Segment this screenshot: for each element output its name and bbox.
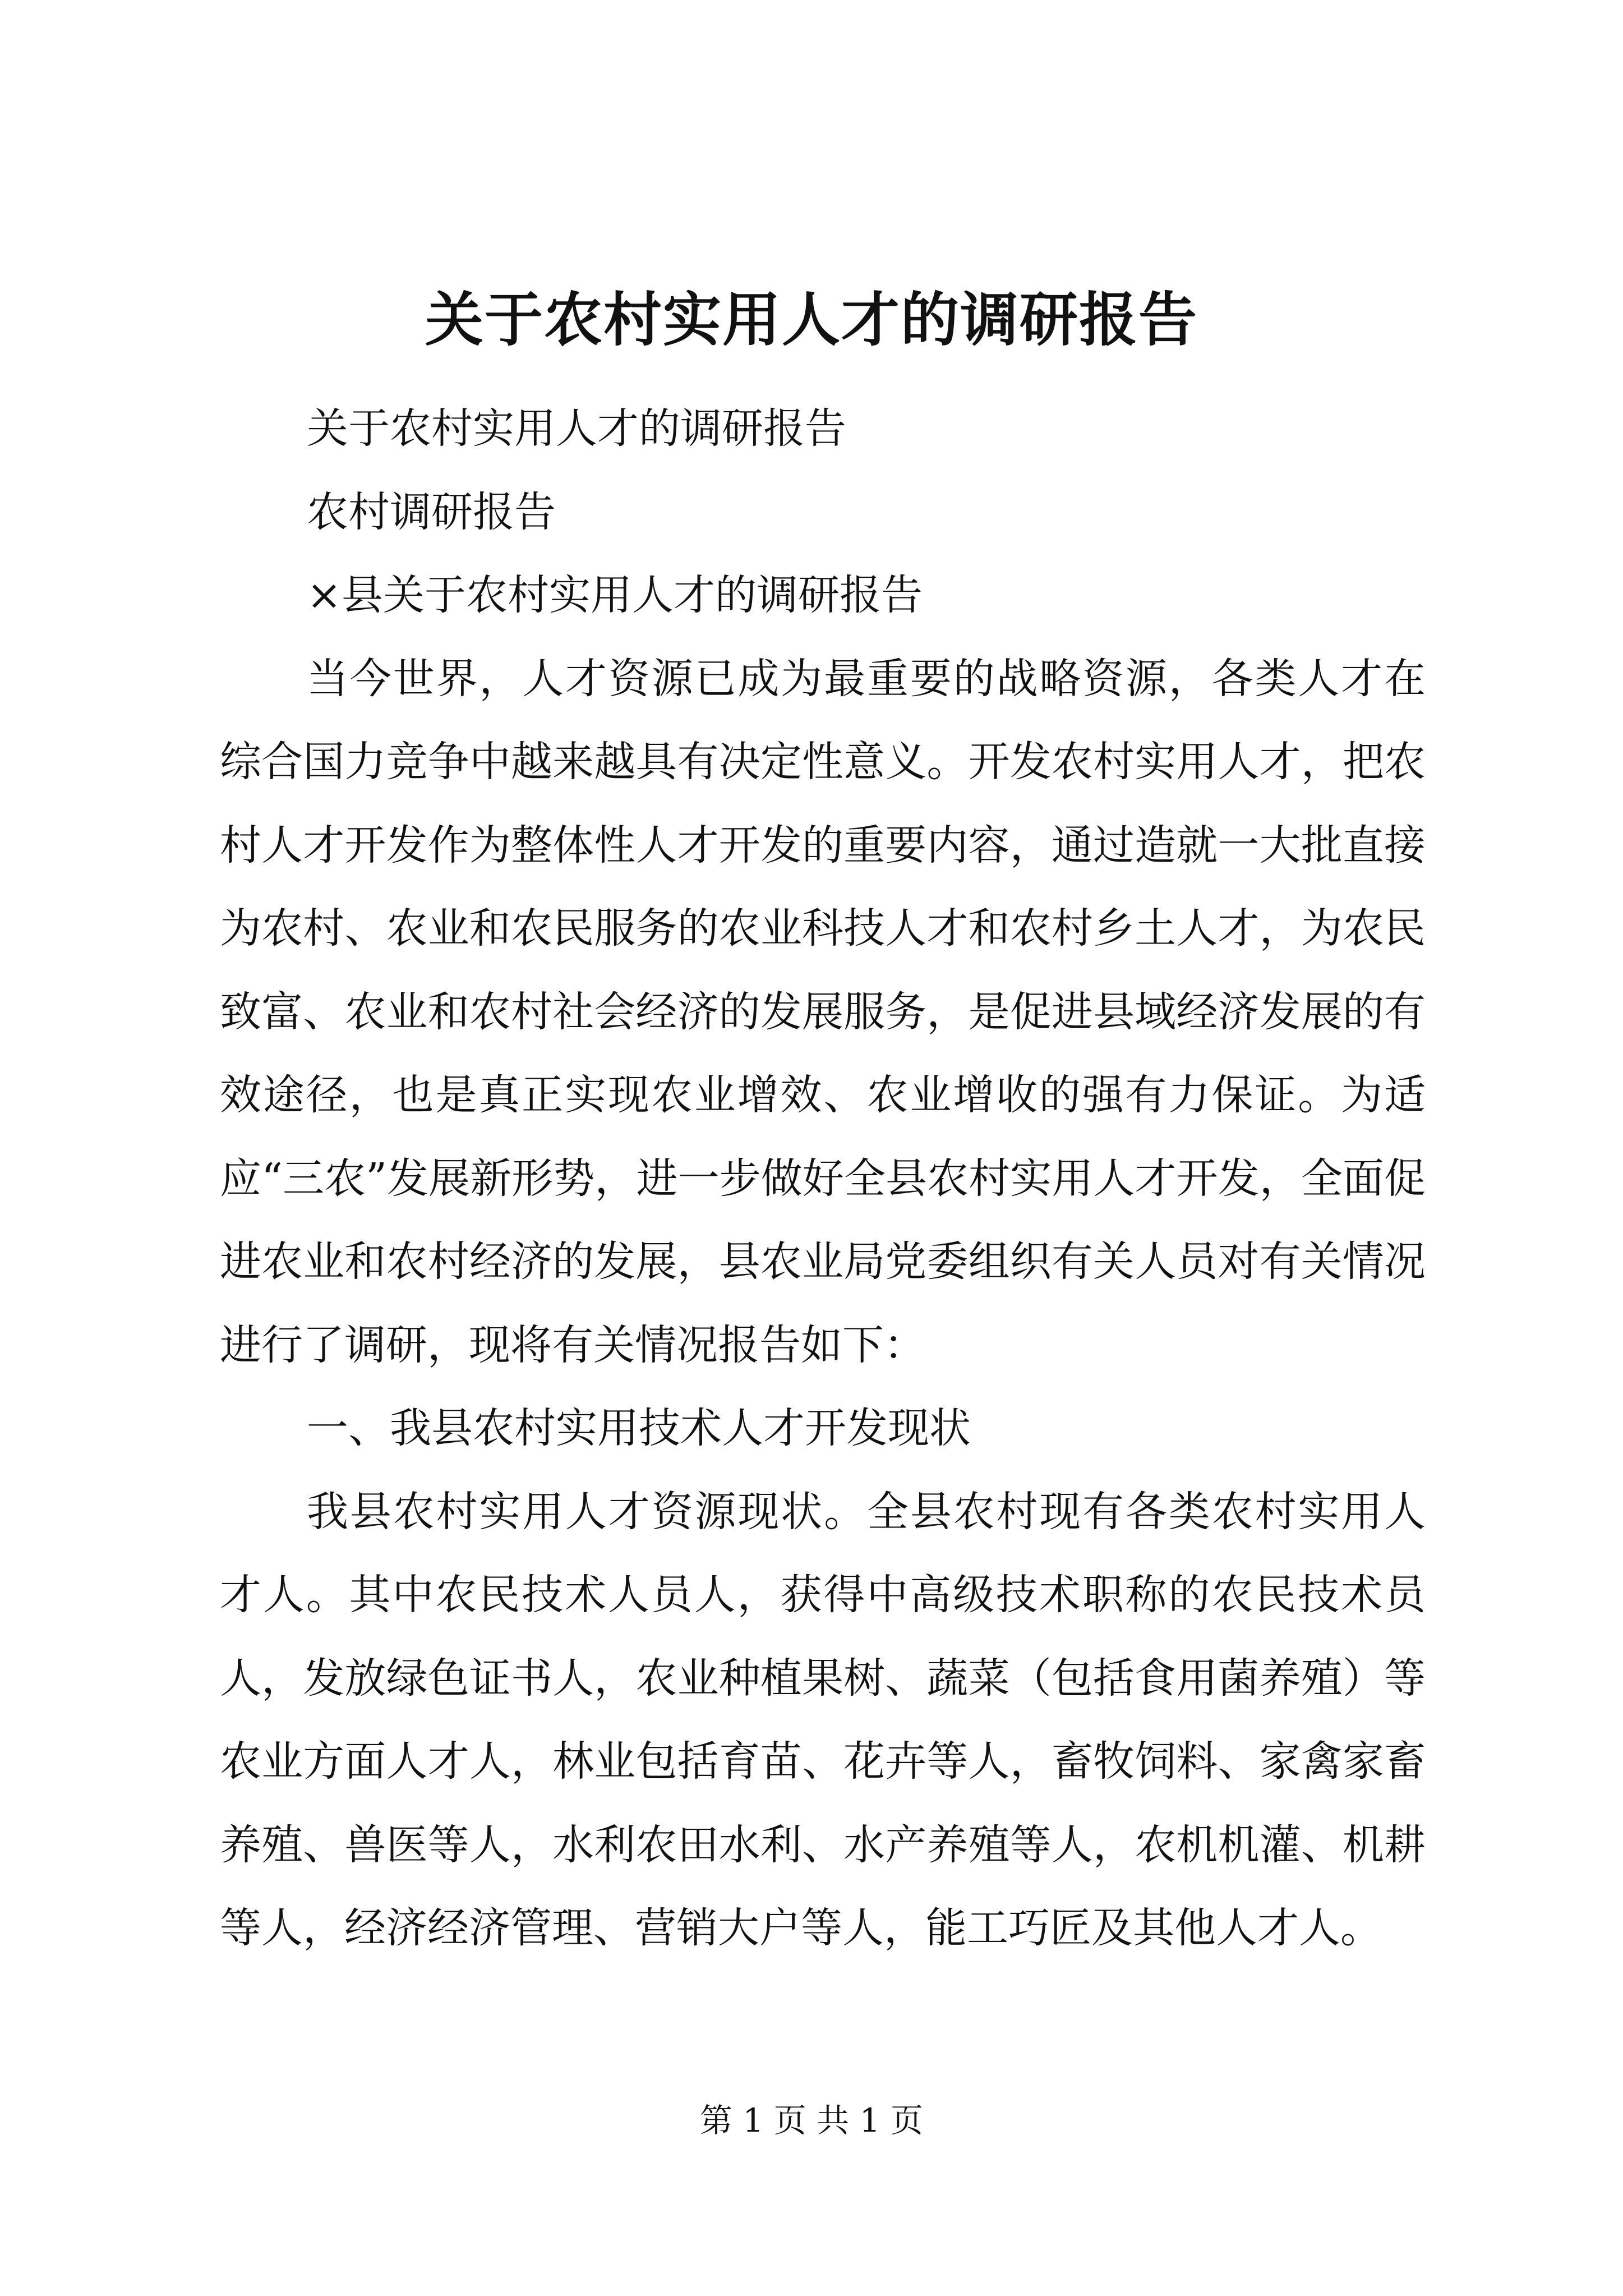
paragraph-category: 农村调研报告 [307, 487, 556, 536]
document-body [220, 387, 1426, 1970]
paragraph-report-heading: ×县关于农村实用人才的调研报告 [307, 571, 923, 619]
document-title: 关于农村实用人才的调研报告 [425, 285, 1198, 354]
page-number-footer: 第 1 页 共 1 页 [700, 2101, 923, 2139]
paragraph-status: 我县农村实用人才资源现状。全县农村现有各类农村实用人才人。其中农民技术人员人，获得中高级技术职称的农民技术员人，发放绿色证书人，农业种植果树、蔬菜（包括食用菌养殖）等农业方面人才人，林业包括育苗、花卉等人，畜牧饲料、家禽家畜养殖、兽医等人，水利农田水利、水产养殖等人，农机机灌、机耕等人，经济经济管理、营销大户等人，能工巧匠及其他人才人。 [220, 1487, 1426, 1952]
section-heading: 一、我县农村实用技术人才开发现状 [307, 1404, 971, 1452]
paragraph-introduction: 当今世界，人才资源已成为最重要的战略资源，各类人才在综合国力竞争中越来越具有决定性意义。开发农村实用人才，把农村人才开发作为整体性人才开发的重要内容，通过造就一大批直接为农村、农业和农民服务的农业科技人才和农村乡土人才，为农民致富、农业和农村社会经济的发展服务，是促进县域经济发展的有效途径，也是真正实现农业增效、农业增收的强有力保证。为适应“三农”发展新形势，进一步做好全县农村实用人才开发，全面促进农业和农村经济的发展，县农业局党委组织有关人员对有关情况进行了调研，现将有关情况报告如下： [220, 654, 1426, 1369]
paragraph-subtitle: 关于农村实用人才的调研报告 [307, 404, 846, 453]
